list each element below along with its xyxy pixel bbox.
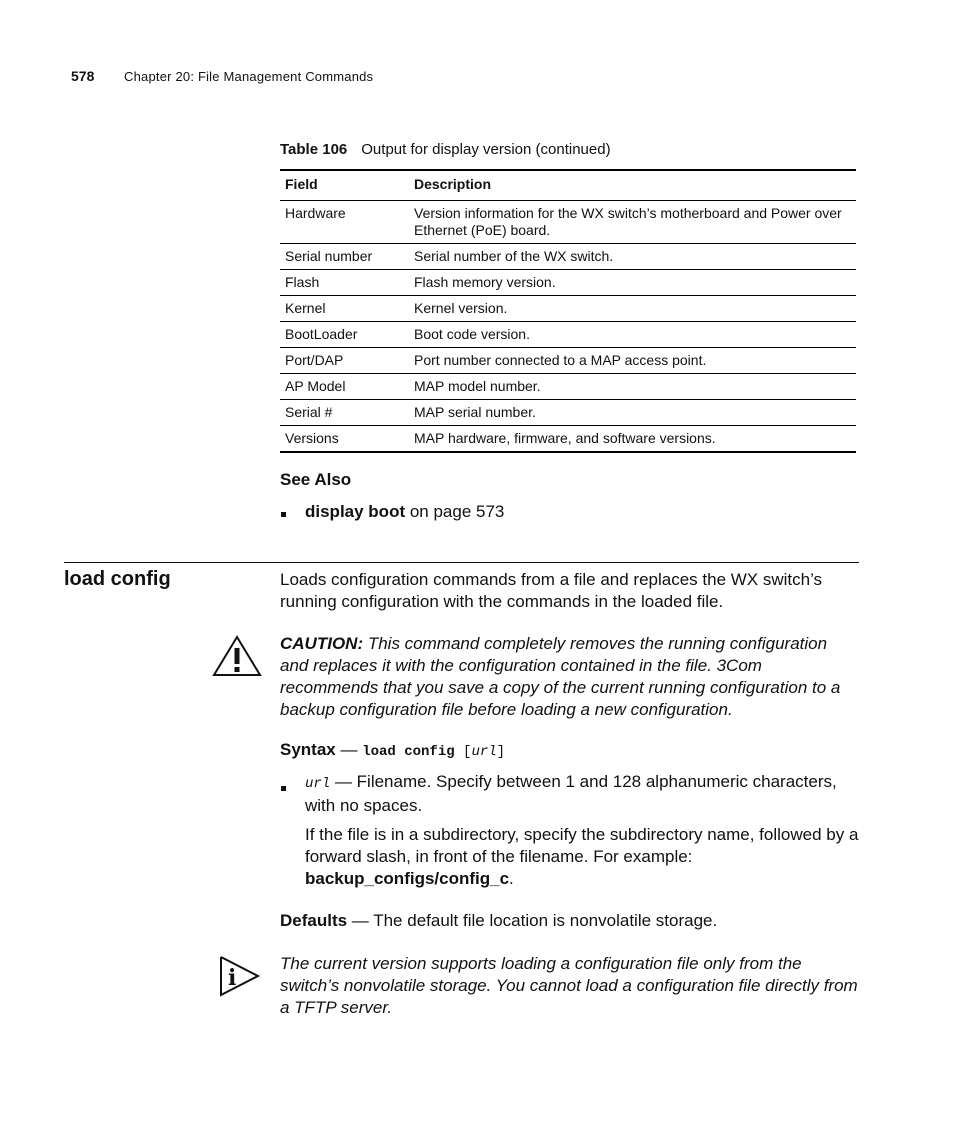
syntax-label: Syntax [280,740,336,759]
table-row [280,201,856,244]
table-cell-description: Serial number of the WX switch. [414,248,614,264]
table-label: Table 106 [280,141,348,158]
output-table [280,169,856,453]
table-cell-field: Serial number [285,248,373,264]
table-cell-field: Kernel [285,300,326,316]
table-cell-description: MAP hardware, firmware, and software versions. [414,430,716,446]
column-header-description: Description [414,176,492,192]
table-row [280,322,856,348]
table-cell-description: Kernel version. [414,300,508,316]
section-title: load config [64,568,171,590]
table-cell-field: Port/DAP [285,352,344,368]
table-cell-field: BootLoader [285,326,358,342]
param-example-end: . [509,869,514,888]
see-also-link[interactable]: display boot [305,502,406,521]
param-detail-text: If the file is in a subdirectory, specify the subdirectory name, followed by a forward slash, in front of the filename. For example: [305,825,859,866]
table-row [280,244,856,270]
command-description: Loads configuration commands from a file and replaces the WX switch’s running configuration with the commands in the loaded file. [280,570,823,611]
table-cell-field: AP Model [285,378,346,394]
syntax-bracket-open: [ [454,744,472,760]
syntax-bracket-close: ] [496,744,506,760]
table-cell-description: Version information for the WX switch’s motherboard and Power over Ethernet (PoE) board. [414,205,842,238]
table-row [280,400,856,426]
caution-paragraph [280,633,860,721]
syntax-dash: — [335,740,363,759]
table-row [280,296,856,322]
section-divider [64,562,859,563]
table-cell-description: Flash memory version. [414,274,556,290]
see-also-page-ref: on page 573 [405,502,505,521]
defaults-text: — The default file location is nonvolatile storage. [347,911,718,930]
column-header-field: Field [285,176,318,192]
table-row [280,348,856,374]
parameter-detail [305,824,861,890]
table-cell-field: Versions [285,430,339,446]
note-paragraph: The current version supports loading a configuration file only from the switch’s nonvolatile storage. You cannot load a configuration file directly from a TFTP server. [280,954,858,1017]
table-cell-field: Serial # [285,404,333,420]
chapter-title: Chapter 20: File Management Commands [124,69,374,84]
table-cell-field: Hardware [285,205,346,221]
syntax-param: url [471,744,497,760]
syntax-line [280,740,505,760]
table-cell-field: Flash [285,274,320,290]
syntax-command: load config [362,744,455,760]
caution-label: CAUTION: [280,634,364,653]
table-caption [280,141,611,158]
table-row [280,270,856,296]
bullet-icon [281,786,286,791]
table-row [280,374,856,400]
svg-text:i: i [228,965,237,991]
param-desc: — Filename. Specify between 1 and 128 alphanumeric characters, with no spaces. [305,772,837,815]
parameter-description [305,771,861,817]
see-also-item [305,502,504,522]
info-note-icon [219,955,261,997]
caution-text: This command completely removes the running configuration and replaces it with the configuration contained in the file. 3Com recommends that you save a copy of the current running configuration to a backup configuration file before loading a new configuration. [280,634,841,719]
param-example: backup_configs/config_c [305,869,510,888]
table-caption-text: Output for display version (continued) [361,141,611,158]
see-also-heading: See Also [280,470,352,489]
param-name: url [305,776,331,792]
table-header-row [280,170,856,201]
bullet-icon [281,512,286,517]
table-cell-description: MAP model number. [414,378,541,394]
table-cell-description: MAP serial number. [414,404,536,420]
page-number: 578 [71,68,95,84]
table-row [280,426,856,453]
caution-icon [212,635,262,677]
table-cell-description: Port number connected to a MAP access point. [414,352,707,368]
table-cell-description: Boot code version. [414,326,530,342]
defaults-label: Defaults [280,911,348,930]
defaults-line [280,910,717,932]
